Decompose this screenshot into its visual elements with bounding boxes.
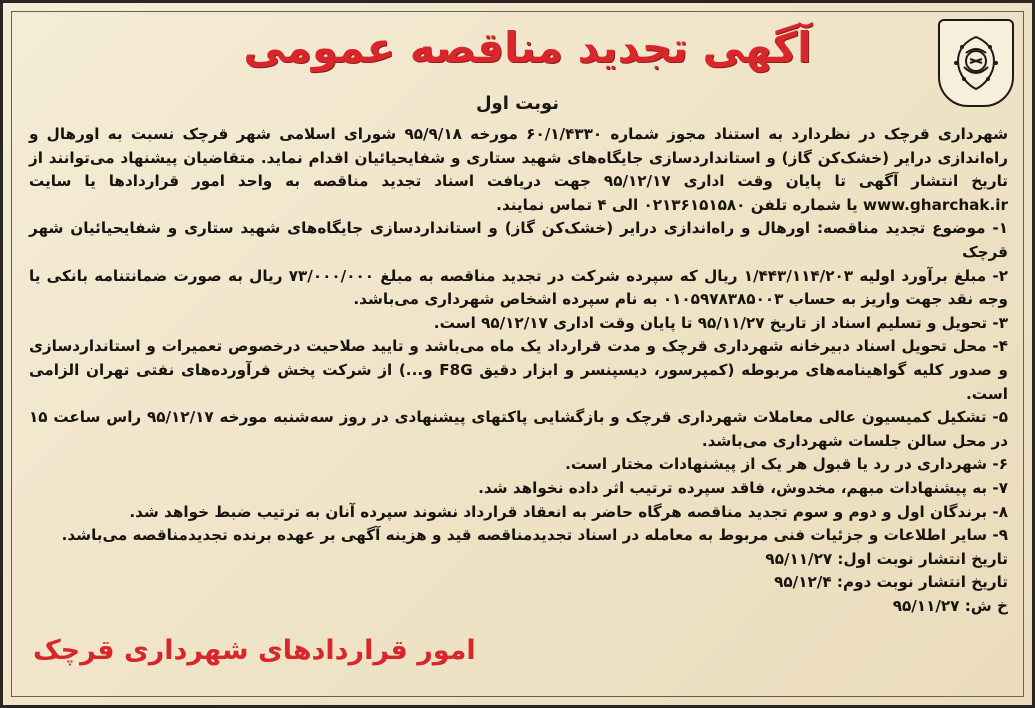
notice-body xyxy=(29,123,1008,618)
issuer-signature: امور قراردادهای شهرداری قرچک xyxy=(33,635,476,666)
intro-paragraph xyxy=(29,123,1008,217)
condition-item-3: ۳- تحویل و تسلیم اسناد از تاریخ ۹۵/۱۱/۲۷ تا پایان وقت اداری ۹۵/۱۲/۱۷ است. xyxy=(433,313,1008,332)
condition-item-8: ۸- برندگان اول و دوم و سوم تجدید مناقصه هرگاه حاضر به انعقاد قرارداد نشوند سپرده آنان به ترتیب ضبط خواهد شد. xyxy=(129,502,1008,521)
publish-date-first: تاریخ انتشار نوبت اول: ۹۵/۱۱/۲۷ xyxy=(765,549,1008,568)
condition-item-4: ۴- محل تحویل اسناد دبیرخانه شهرداری قرچک و مدت قرارداد یک ماه می‌باشد و تایید صلاحیت درخصوص تعمیرات و استانداردسازی و صدور کلیه گواهینامه‌های مربوطه (کمپرسور، دیسپنسر و ابزار دقیق F8G و...) از شرکت پخش فرآورده‌های نفتی تهران الزامی است. xyxy=(29,337,1008,403)
publish-date-second: تاریخ انتشار نوبت دوم: ۹۵/۱۲/۴ xyxy=(774,573,1008,592)
condition-item-1: ۱- موضوع تجدید مناقصه: اورهال و راه‌اندازی درایر (خشک‌کن گاز) و استانداردسازی جایگاه‌های شهید ستاری و شفایحیائیان شهر قرچک xyxy=(29,219,1008,261)
record-date: خ ش: ۹۵/۱۱/۲۷ xyxy=(892,596,1008,615)
notice-title: آگهی تجدید مناقصه عمومی xyxy=(243,23,812,72)
intro-contact: یا شماره تلفن ۰۲۱۳۶۱۵۱۵۸۰ الی ۴ تماس نمایند. xyxy=(496,195,858,214)
condition-item-9: ۹- سایر اطلاعات و جزئیات فنی مربوط به معامله در اسناد تجدیدمناقصه قید و هزینه آگهی بر عهده برنده تجدیدمناقصه می‌باشد. xyxy=(61,526,1008,545)
condition-item-7: ۷- به پیشنهادات مبهم، مخدوش، فاقد سپرده ترتیب اثر داده نخواهد شد. xyxy=(478,478,1008,497)
website-link[interactable]: www.gharchak.ir xyxy=(863,195,1008,214)
condition-item-2: ۲- مبلغ برآورد اولیه ۱/۴۴۳/۱۱۴/۲۰۳ ریال که سپرده شرکت در تجدید مناقصه به مبلغ ۷۳/۰۰۰/۰۰۰ ریال به صورت ضمانتنامه بانکی یا وجه نقد جهت واریز به حساب ۰۱۰۵۹۷۸۳۸۵۰۰۳ به نام سپرده اشخاص شهرداری می‌باشد. xyxy=(29,266,1008,309)
condition-item-6: ۶- شهرداری در رد یا قبول هر یک از پیشنهادات مختار است. xyxy=(565,455,1008,474)
notice-round: نوبت اول xyxy=(475,93,560,114)
intro-text: شهرداری قرچک در نظردارد به استناد مجوز شماره ۶۰/۱/۴۳۳۰ مورخه ۹۵/۹/۱۸ شورای اسلامی شهر قرچک نسبت به اورهال و راه‌اندازی درایر (خشک‌کن گاز) و استانداردسازی جایگاه‌های شهید ستاری و شفایحیائیان اقدام نماید. متقاضیان پیشنهاد می‌توانند از تاریخ انتشار آگهی تا پایان وقت اداری ۹۵/۱۲/۱۷ جهت دریافت اسناد تجدید مناقصه به واحد امور قراردادها یا سایت xyxy=(29,125,1009,191)
condition-item-5: ۵- تشکیل کمیسیون عالی معاملات شهرداری قرچک و بازگشایی پاکتهای پیشنهادی در روز سه‌شنبه مورخه ۹۵/۱۲/۱۷ راس ساعت ۱۵ در محل سالن جلسات شهرداری می‌باشد. xyxy=(29,408,1008,450)
